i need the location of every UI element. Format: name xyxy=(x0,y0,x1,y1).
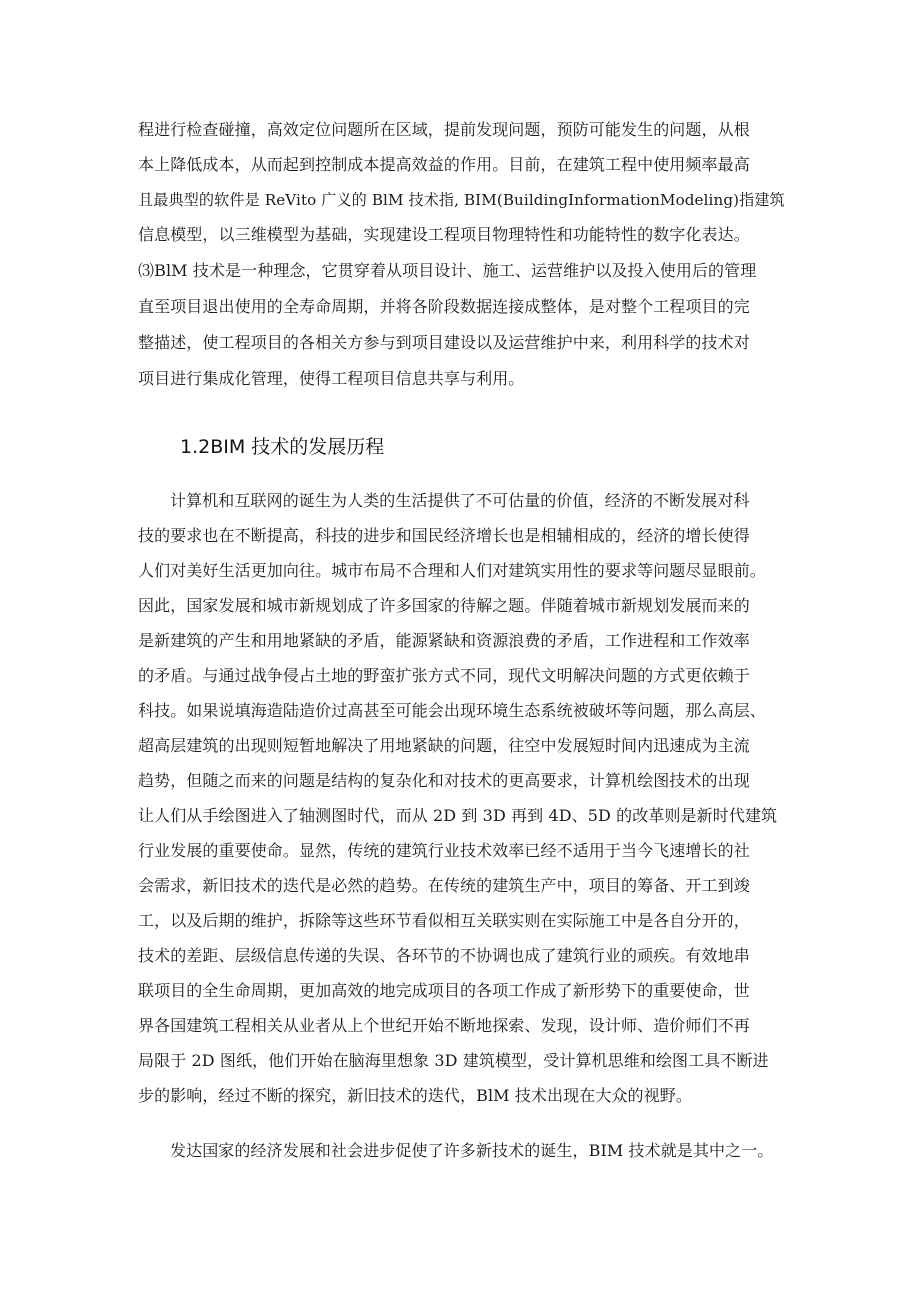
text-line: 项目进行集成化管理，使得工程项目信息共享与利用。 xyxy=(138,369,525,388)
text-line: 直至项目退出使用的全寿命周期，并将各阶段数据连接成整体，是对整个工程项目的完 xyxy=(138,297,750,316)
text-line: 联项目的全生命周期，更加高效的地完成项目的各项工作成了新形势下的重要使命，世 xyxy=(138,981,750,1000)
text-line: 程进行检查碰撞，高效定位问题所在区域，提前发现问题，预防可能发生的问题，从根 xyxy=(138,120,750,139)
text-line: 本上降低成本，从而起到控制成本提高效益的作用。目前，在建筑工程中使用频率最高 xyxy=(138,155,750,174)
text-line: 计算机和互联网的诞生为人类的生活提供了不可估量的价值，经济的不断发展对科 xyxy=(170,491,750,510)
text-line: 步的影响，经过不断的探究，新旧技术的迭代，BlM 技术出现在大众的视野。 xyxy=(138,1086,692,1105)
text-line: 因此，国家发展和城市新规划成了许多国家的待解之题。伴随着城市新规划发展而来的 xyxy=(138,596,750,615)
section-heading: 1.2BIM 技术的发展历程 xyxy=(180,436,385,458)
text-line: 技术的差距、层级信息传递的失误、各环节的不协调也成了建筑行业的顽疾。有效地串 xyxy=(138,946,750,965)
text-line: ⑶BlM 技术是一种理念，它贯穿着从项目设计、施工、运营维护以及投入使用后的管理 xyxy=(138,261,757,280)
text-line: 发达国家的经济发展和社会进步促使了许多新技术的诞生，BIM 技术就是其中之一。 xyxy=(170,1141,774,1160)
text-line: 的矛盾。与通过战争侵占土地的野蛮扩张方式不同，现代文明解决问题的方式更依赖于 xyxy=(138,666,750,685)
text-line: 且最典型的软件是 ReVito 广义的 BlM 技术指, BIM(BuildingInformationModeling)指建筑 xyxy=(138,191,785,209)
text-line: 技的要求也在不断提高，科技的进步和国民经济增长也是相辅相成的，经济的增长使得 xyxy=(138,526,750,545)
text-line: 信息模型，以三维模型为基础，实现建设工程项目物理特性和功能特性的数字化表达。 xyxy=(138,225,750,244)
text-line: 是新建筑的产生和用地紧缺的矛盾，能源紧缺和资源浪费的矛盾，工作进程和工作效率 xyxy=(138,631,750,650)
text-line: 界各国建筑工程相关从业者从上个世纪开始不断地探索、发现，设计师、造价师们不再 xyxy=(138,1016,750,1035)
text-line: 人们对美好生活更加向往。城市布局不合理和人们对建筑实用性的要求等问题尽显眼前。 xyxy=(138,561,766,580)
text-line: 行业发展的重要使命。显然，传统的建筑行业技术效率已经不适用于当今飞速增长的社 xyxy=(138,841,750,860)
text-line: 整描述，使工程项目的各相关方参与到项目建设以及运营维护中来，利用科学的技术对 xyxy=(138,333,750,352)
text-line: 超高层建筑的出现则短暂地解决了用地紧缺的问题，往空中发展短时间内迅速成为主流 xyxy=(138,736,750,755)
text-line: 工，以及后期的维护，拆除等这些环节看似相互关联实则在实际施工中是各自分开的， xyxy=(138,911,750,930)
text-line: 局限于 2D 图纸，他们开始在脑海里想象 3D 建筑模型，受计算机思维和绘图工具不断进 xyxy=(138,1051,769,1070)
text-line: 趋势，但随之而来的问题是结构的复杂化和对技术的更高要求，计算机绘图技术的出现 xyxy=(138,771,750,790)
text-line: 让人们从手绘图进入了轴测图时代，而从 2D 到 3D 再到 4D、5D 的改革则是新时代建筑 xyxy=(138,806,778,825)
text-line: 科技。如果说填海造陆造价过高甚至可能会出现环境生态系统被破坏等问题，那么高层、 xyxy=(138,701,766,720)
text-line: 会需求，新旧技术的迭代是必然的趋势。在传统的建筑生产中，项目的筹备、开工到竣 xyxy=(138,876,750,895)
